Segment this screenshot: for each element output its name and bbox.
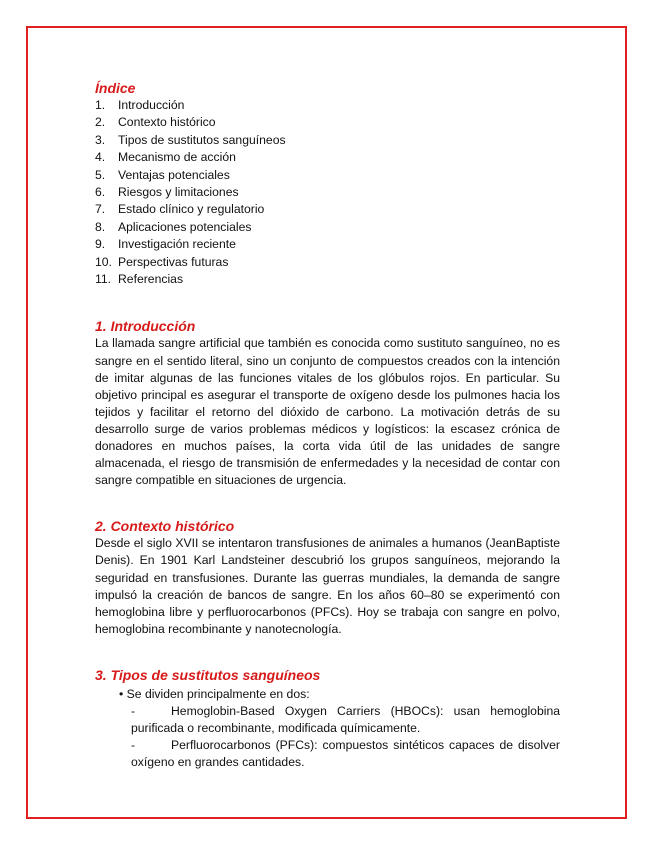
toc-item: 2. Contexto histórico [95, 115, 216, 130]
toc-item: 9. Investigación reciente [95, 237, 236, 252]
toc-item: 5. Ventajas potenciales [95, 167, 230, 182]
toc-title: Índice [95, 80, 136, 96]
toc-item: 6. Riesgos y limitaciones [95, 185, 239, 200]
toc-list [95, 97, 560, 288]
document-content [95, 80, 560, 771]
section-paragraph: Desde el siglo XVII se intentaron transfusiones de animales a humanos (JeanBaptiste Denis). En 1901 Karl Landsteiner descubrió los grupos sanguíneos, mejorando la seguridad en transfusiones. Durante las guerras mundiales, la demanda de sangre impulsó la creación de bancos de sangre. En los años 60–80 se experimentó con hemoglobina libre y perfluorocarbonos (PFCs). Hoy se trabaja con sangre en polvo, hemoglobina recombinante y nanotecnología. [95, 536, 560, 636]
section-paragraph: La llamada sangre artificial que también es conocida como sustituto sanguíneo, no es sangre en el sentido literal, sino un conjunto de compuestos creados con la intención de imitar algunas de las funciones vitales de los glóbulos rojos. En particular. Su objetivo principal es asegurar el transporte de oxígeno desde los pulmones hacia los tejidos y facilitar el retorno del dióxido de carbono. La motivación detrás de su desarrollo surge de varios problemas médicos y logísticos: la escasez crónica de donadores en muchos países, la corta vida útil de las unidades de sangre almacenada, el riesgo de transmisión de enfermedades y la necesidad de contar con sangre compatible en situaciones de urgencia. [95, 336, 560, 488]
toc-item: 8. Aplicaciones potenciales [95, 219, 252, 234]
sub-item: - Hemoglobin-Based Oxygen Carriers (HBOCs): usan hemoglobina purificada o recombinante, modificada químicamente. [131, 703, 560, 735]
toc-item: 3. Tipos de sustitutos sanguíneos [95, 132, 286, 147]
section-title: 1. Introducción [95, 318, 196, 335]
toc-item: 10. Perspectivas futuras [95, 254, 229, 269]
section-title: 2. Contexto histórico [95, 518, 235, 535]
section-title: 3. Tipos de sustitutos sanguíneos [95, 666, 321, 683]
bullet-item: • Se dividen principalmente en dos: [119, 686, 310, 701]
section-introduccion [95, 318, 560, 489]
toc-item: 4. Mecanismo de acción [95, 150, 236, 165]
toc-item: 11. Referencias [95, 272, 184, 287]
toc-item: 7. Estado clínico y regulatorio [95, 202, 265, 217]
section-tipos-sustitutos [95, 667, 560, 771]
sub-item: - Perfluorocarbonos (PFCs): compuestos sintéticos capaces de disolver oxígeno en grandes cantidades. [131, 737, 560, 769]
toc-item: 1. Introducción [95, 98, 185, 112]
section-contexto-historico [95, 518, 560, 638]
